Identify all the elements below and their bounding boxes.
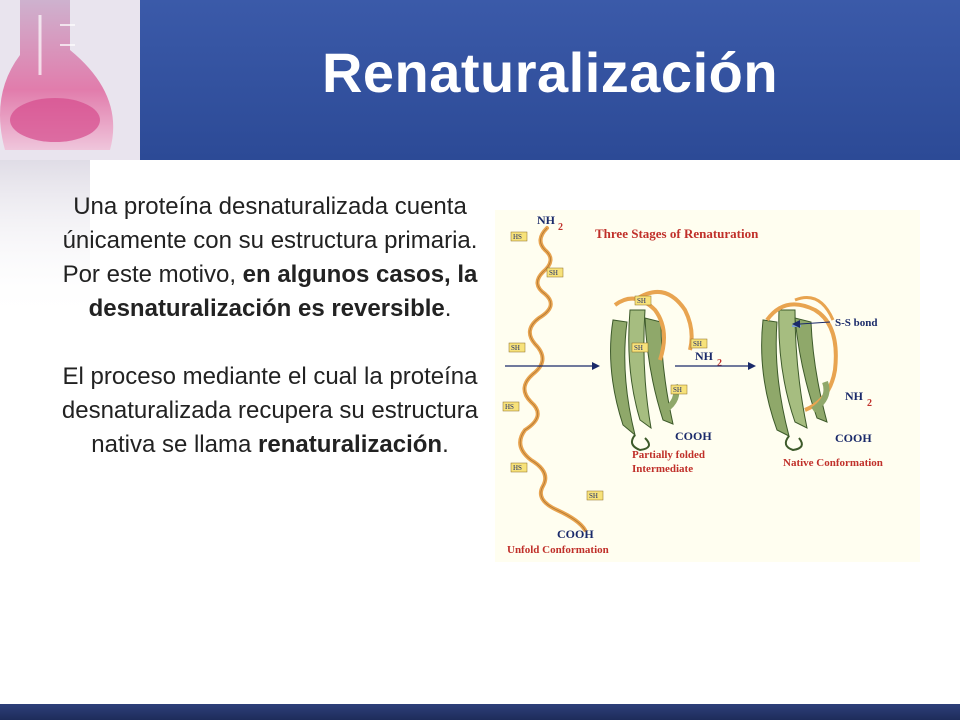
figure-title: Three Stages of Renaturation — [595, 226, 759, 241]
paragraph-primary-structure — [55, 190, 485, 326]
flask-decoration — [0, 0, 140, 160]
title-bar — [0, 0, 960, 160]
tag-sh-1: SH — [549, 269, 558, 277]
tag-sh-3: SH — [589, 492, 598, 500]
tag-sh-partial-3: SH — [693, 340, 702, 348]
tag-sh-partial-2: SH — [634, 344, 643, 352]
arrow-to-native-head — [748, 362, 756, 370]
slide-body — [55, 190, 485, 496]
renaturation-figure — [495, 210, 920, 562]
unfold-cooh-label: COOH — [557, 527, 594, 541]
tag-hs-2: HS — [505, 403, 514, 411]
native-nh-sub: 2 — [867, 398, 872, 409]
renaturation-diagram — [495, 210, 920, 562]
partially-folded-structure — [611, 292, 707, 450]
paragraph2-text: El proceso mediante el cual la proteína desnaturalizada recupera su estructura nativa se llama — [61, 363, 479, 458]
stage-partial-label-2: Intermediate — [632, 463, 694, 475]
ss-bond-label: S-S bond — [835, 317, 878, 329]
paragraph-renaturation — [55, 360, 485, 462]
tag-hs-1: HS — [513, 233, 522, 241]
paragraph1-end: . — [444, 295, 452, 322]
unfold-nh-sub: 2 — [558, 222, 563, 233]
paragraph2-emphasis: renaturalización — [258, 431, 443, 458]
arrow-to-partial-head — [592, 362, 600, 370]
tag-sh-2: SH — [511, 344, 520, 352]
native-cooh-label: COOH — [835, 431, 872, 445]
paragraph2-end: . — [442, 431, 449, 458]
native-structure — [762, 298, 836, 451]
footer-bar — [0, 704, 960, 720]
partial-cooh-label: COOH — [675, 429, 712, 443]
tag-hs-3: HS — [513, 464, 522, 472]
stage-unfold-label: Unfold Conformation — [507, 544, 609, 556]
tag-sh-partial-4: SH — [673, 386, 682, 394]
paragraph1-emphasis: en algunos casos, la desnaturalización es reversible — [88, 261, 478, 322]
tag-sh-partial-1: SH — [637, 297, 646, 305]
stage-partial-label-1: Partially folded — [632, 449, 706, 461]
partial-nh-sub: 2 — [717, 358, 722, 369]
native-nh-label: NH — [845, 389, 863, 403]
slide-title: Renaturalización — [321, 41, 779, 104]
paragraph1-text: Una proteína desnaturalizada cuenta únicamente con su estructura primaria. Por este motivo, — [62, 193, 478, 288]
unfold-nh-label: NH — [537, 213, 555, 227]
stage-native-label: Native Conformation — [783, 457, 883, 469]
partial-nh-label: NH — [695, 349, 713, 363]
